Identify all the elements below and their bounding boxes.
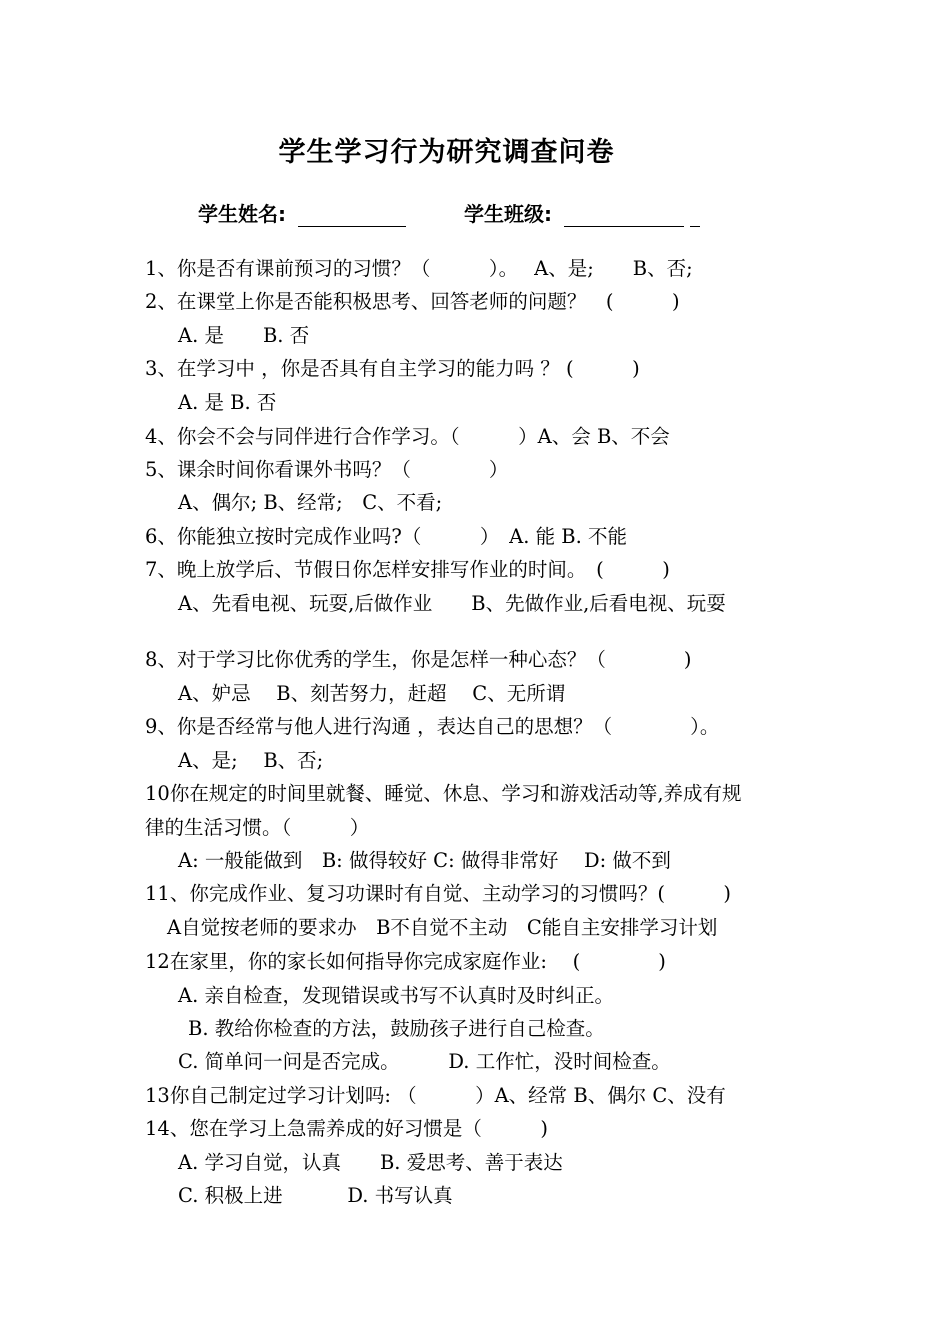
question-14-options-cd: C. 积极上进 D. 书写认真 [178, 1184, 453, 1207]
question-12-option-a: A. 亲自检查，发现错误或书写不认真时及时纠正。 [178, 984, 614, 1007]
question-7-options: A、先看电视、玩耍,后做作业 B、先做作业,后看电视、玩耍 [178, 592, 726, 615]
student-class-blank-tail [690, 206, 700, 227]
question-14: 14、您在学习上急需养成的好习惯是（ ) [145, 1117, 548, 1140]
question-1: 1、你是否有课前预习的习惯？（ ）。 A、是; B、否; [145, 257, 693, 280]
question-2: 2、在课堂上你是否能积极思考、回答老师的问题？ ( ) [145, 290, 680, 313]
question-8: 8、对于学习比你优秀的学生，你是怎样一种心态？（ ) [145, 648, 692, 671]
question-11: 11、你完成作业、复习功课时有自觉、主动学习的习惯吗？( ) [145, 882, 732, 905]
question-14-options-ab: A. 学习自觉，认真 B. 爱思考、善于表达 [178, 1151, 563, 1174]
question-9: 9、你是否经常与他人进行沟通 ，表达自己的思想？（ ）。 [145, 715, 720, 738]
question-5: 5、课余时间你看课外书吗？（ ） [145, 458, 509, 481]
question-12: 12在家里，你的家长如何指导你完成家庭作业: ( ) [145, 950, 666, 973]
question-11-options: A自觉按老师的要求办 B不自觉不主动 C能自主安排学习计划 [167, 916, 718, 939]
question-5-options: A、偶尔; B、经常; C、不看; [178, 491, 443, 514]
question-6: 6、你能独立按时完成作业吗?（ ） A. 能 B. 不能 [145, 525, 628, 548]
question-12-option-b: B. 教给你检查的方法，鼓励孩子进行自己检查。 [188, 1017, 605, 1040]
document-title: 学生学习行为研究调查问卷 [278, 137, 615, 168]
question-7: 7、晚上放学后、节假日你怎样安排写作业的时间。 ( ) [145, 558, 670, 581]
student-info-row [198, 198, 700, 227]
question-10-options: A: 一般能做到 B: 做得较好 C: 做得非常好 D: 做不到 [178, 849, 671, 872]
question-4: 4、你会不会与同伴进行合作学习。（ ）A、会 B、不会 [145, 425, 670, 448]
question-10-line-2: 律的生活习惯。（ ） [145, 816, 370, 839]
student-class-label: 学生班级: [464, 202, 552, 226]
question-3: 3、在学习中 ，你是否具有自主学习的能力吗 ？ ( ) [145, 357, 640, 380]
student-name-blank[interactable] [298, 206, 406, 227]
question-3-options: A. 是 B. 否 [178, 391, 277, 414]
question-2-options: A. 是 B. 否 [178, 324, 310, 347]
question-9-options: A、是; B、否; [178, 749, 324, 772]
question-8-options: A、妒忌 B、刻苦努力，赶超 C、无所谓 [178, 682, 566, 705]
question-12-options-cd: C. 简单问一问是否完成。 D. 工作忙，没时间检查。 [178, 1050, 671, 1073]
question-10-line-1: 10你在规定的时间里就餐、睡觉、休息、学习和游戏活动等,养成有规 [145, 782, 742, 805]
question-13: 13你自己制定过学习计划吗: （ ）A、经常 B、偶尔 C、没有 [145, 1084, 726, 1107]
student-class-blank[interactable] [564, 206, 684, 227]
student-name-label: 学生姓名: [198, 202, 286, 226]
